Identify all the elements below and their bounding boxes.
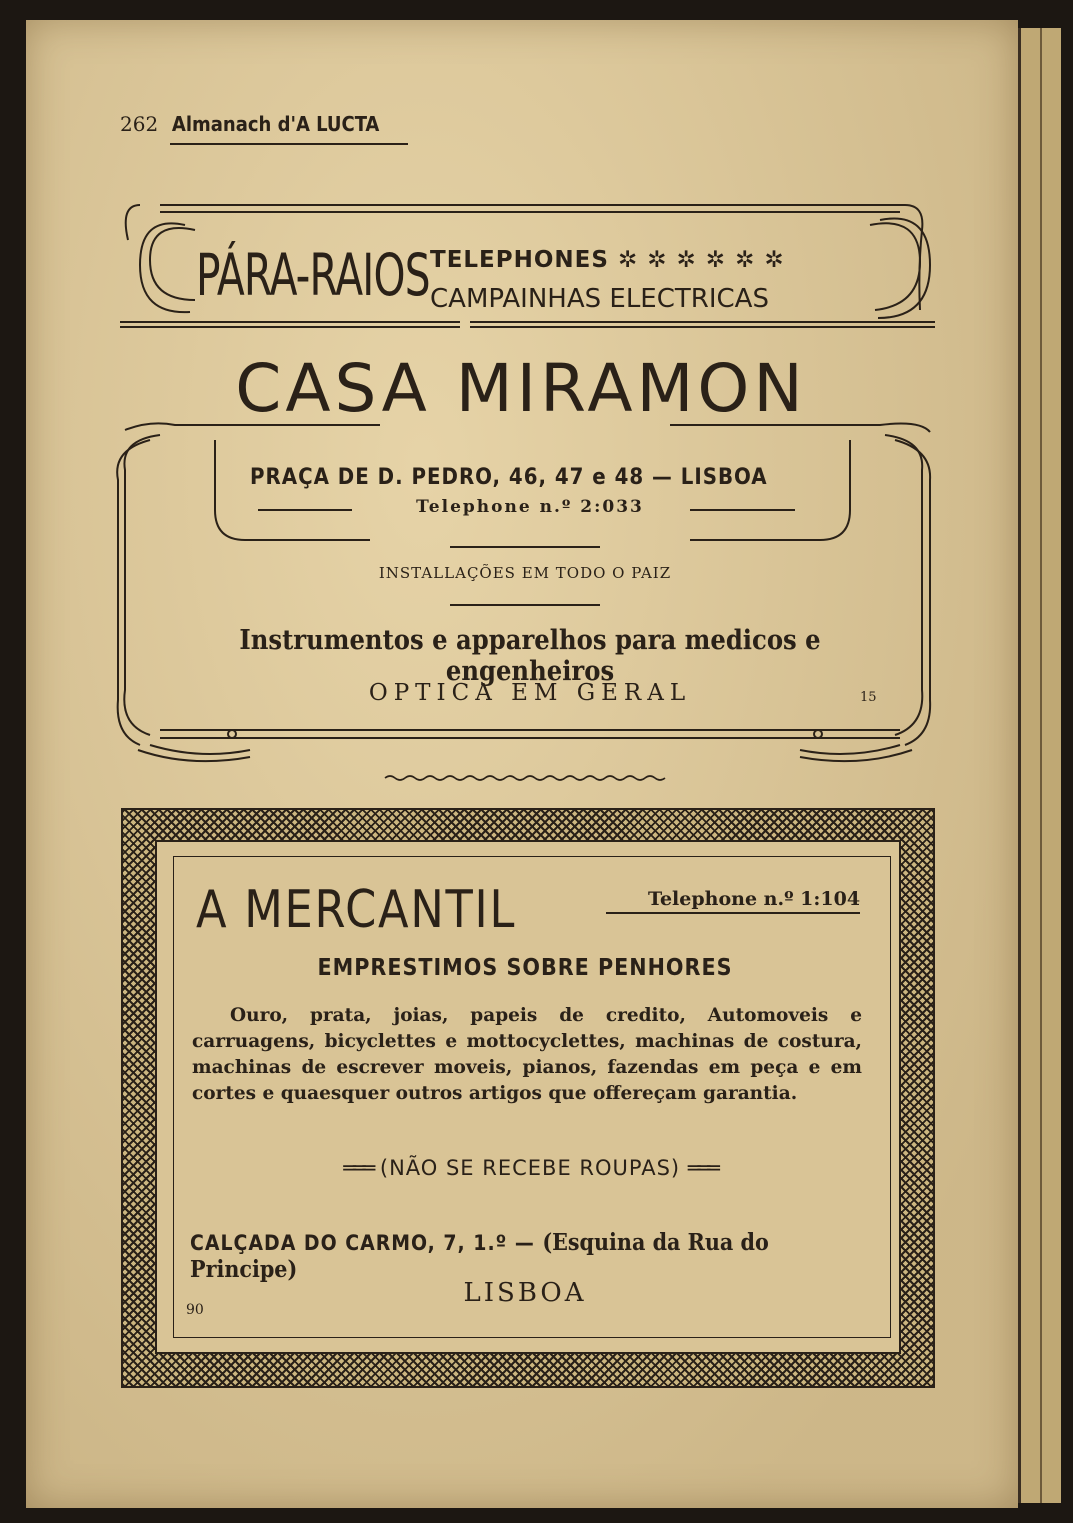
notice-bars-left: ═══ <box>343 1156 373 1180</box>
mercantil-subtitle: EMPRESTIMOS SOBRE PENHORES <box>317 955 733 981</box>
instruments-line: Instrumentos e apparelhos para medicos e engenheiros <box>239 625 821 687</box>
mercantil-name: A MERCANTIL <box>196 880 517 940</box>
telephone-rule <box>606 912 860 914</box>
telephones-label: TELEPHONES ✲ ✲ ✲ ✲ ✲ ✲ <box>430 247 785 273</box>
mercantil-address <box>190 1229 870 1283</box>
page-number: 262 <box>120 112 159 136</box>
almanac-title: Almanach d'A LUCTA <box>171 112 380 136</box>
mercantil-telephone: Telephone n.º 1:104 <box>648 888 861 910</box>
notice-line <box>250 1156 810 1180</box>
para-raios-heading: PÁRA-RAIOS <box>196 241 430 309</box>
casa-miramon-name: CASA MIRAMON <box>235 350 807 427</box>
city-label: LISBOA <box>463 1278 587 1308</box>
corner-text: (Esquina da Rua do Principe) <box>190 1229 769 1283</box>
campainhas-label: CAMPAINHAS ELECTRICAS <box>430 284 769 314</box>
optica-line: OPTICA EM GERAL <box>368 680 692 706</box>
notice-bars-right: ═══ <box>687 1156 717 1180</box>
street-text: CALÇADA DO CARMO, 7, 1.º — <box>190 1231 535 1255</box>
miramon-telephone: Telephone n.º 2:033 <box>416 497 644 517</box>
ad-number-2: 90 <box>186 1302 204 1318</box>
mercantil-body: Ouro, prata, joias, papeis de credito, Automoveis e carruagens, bicyclettes e mottocyclettes, machinas de costura, machinas de escrever moveis, pianos, fazendas em peça e em cortes e quaesquer outros artigos que offereçam garantia. <box>192 1005 862 1104</box>
wavy-divider <box>385 776 665 780</box>
installations-line: INSTALLAÇÕES EM TODO O PAIZ <box>378 564 672 582</box>
ad-number: 15 <box>860 690 877 705</box>
notice-text: (NÃO SE RECEBE ROUPAS) <box>379 1156 681 1180</box>
miramon-address: PRAÇA DE D. PEDRO, 46, 47 e 48 — LISBOA <box>250 465 768 490</box>
